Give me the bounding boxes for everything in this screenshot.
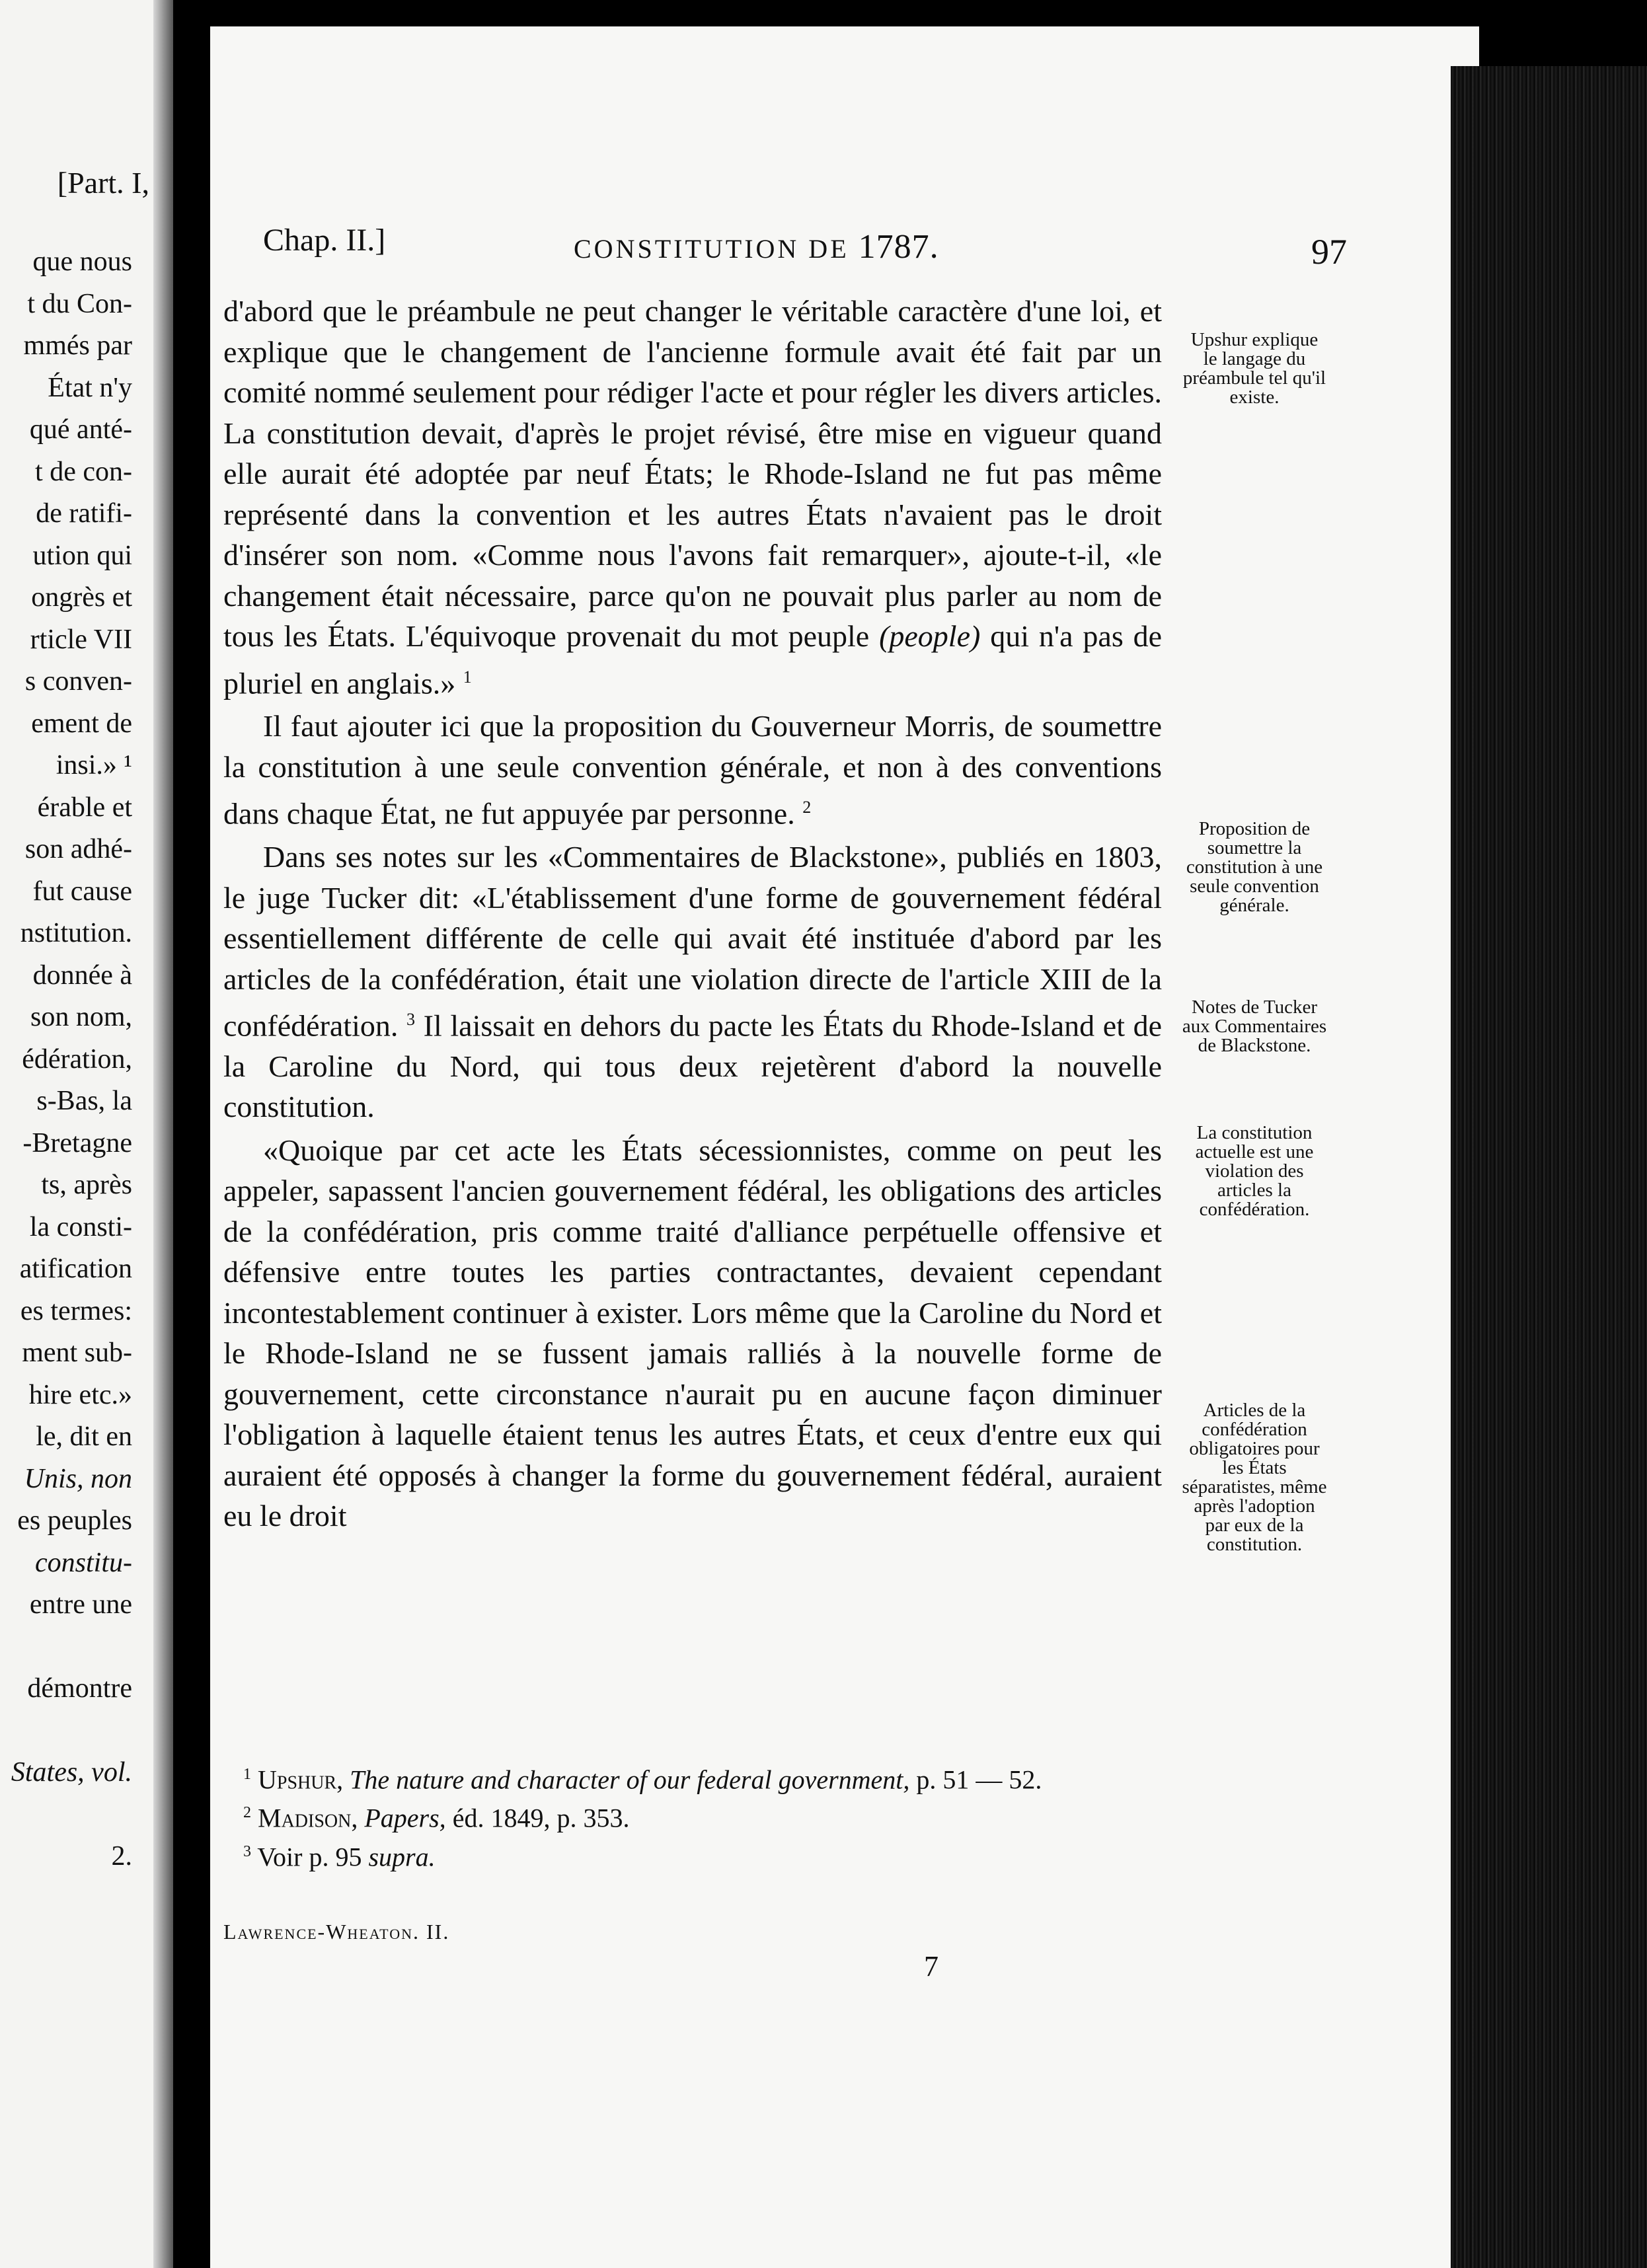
- paragraph-2: [223, 706, 1162, 834]
- left-page-line: fut cause: [32, 876, 132, 907]
- left-page-line: States, vol.: [11, 1757, 132, 1788]
- sidenote-upshur: Upshur explique le langage du préambule tel qu'il existe.: [1182, 329, 1326, 408]
- footnote-2-number: 2: [243, 1804, 251, 1822]
- footnote-1-author: Upshur,: [258, 1764, 344, 1795]
- footnote-2-title: Papers,: [364, 1803, 446, 1833]
- left-page-line: le, dit en: [36, 1421, 132, 1452]
- left-page-line: ts, après: [41, 1170, 132, 1200]
- footnote-2-rest: éd. 1849, p. 353.: [452, 1803, 630, 1833]
- footnote-1-number: 1: [243, 1766, 251, 1783]
- paragraph-3-text: Dans ses notes sur les «Commentaires de Blackstone», publiés en 1803, le juge Tucker dit: «L'établissement d'une forme de gouvernement fédéral essentiellement différente de celle qui avait été instituée d'abord par les articles de la confédération, était une violation directe de l'article XIII de la confédération.: [223, 840, 1162, 1043]
- footnote-ref-1: 1: [463, 667, 472, 687]
- left-page-line: de ratifi-: [36, 498, 132, 529]
- paragraph-1-italic: (people): [879, 619, 981, 653]
- footnote-3-number: 3: [243, 1842, 251, 1860]
- left-page-line: démontre: [27, 1673, 132, 1704]
- left-page-line: qué anté-: [29, 414, 132, 445]
- left-page-line: ement de: [31, 708, 132, 739]
- footnote-3-text: Voir p. 95: [257, 1841, 362, 1871]
- sidenote-proposition: Proposition de soumettre la constitution à une seule convention générale.: [1186, 818, 1323, 916]
- left-page-line: Unis, non: [24, 1463, 132, 1494]
- left-page-line: son nom,: [30, 1002, 132, 1032]
- paragraph-1-text: d'abord que le préambule ne peut changer le véritable caractère d'une loi, et explique que le changement de l'ancienne formule avait été fait par un comité nommé seulement pour rédiger l'acte et pour régler les divers articles. La constitution devait, d'après le projet révisé, être mise en vigueur quand elle aurait été adoptée par neuf États; le Rhode-Island ne fut pas même représenté dans la convention et les autres États n'avaient pas le droit d'insérer son nom. «Comme nous l'avons fait remarquer», ajoute-t-il, «le changement était nécessaire, parce qu'on ne pouvait plus parler au nom de tous les États. L'équivoque provenait du mot peuple: [223, 294, 1162, 653]
- footnote-1-pages: p. 51 — 52.: [916, 1764, 1042, 1795]
- left-page-line: entre une: [29, 1589, 132, 1620]
- left-page-line: donnée à: [32, 960, 132, 991]
- paragraph-3: [223, 837, 1162, 1127]
- chapter-label: Chap. II.]: [263, 223, 386, 258]
- sidenote-violation: La constitution actuelle est une violation des articles la confédération.: [1195, 1122, 1314, 1220]
- left-page-line: ution qui: [32, 540, 132, 571]
- footnote-3: [223, 1835, 1162, 1873]
- left-page-line: érable et: [37, 792, 132, 823]
- left-page-line: es termes:: [20, 1295, 132, 1326]
- left-page-line: que nous: [32, 246, 132, 277]
- left-page-line: s conven-: [24, 666, 132, 697]
- left-page-line: insi.» ¹: [56, 750, 132, 780]
- footnotes: [223, 1758, 1162, 1873]
- left-page-line: t de con-: [35, 456, 132, 487]
- left-page-line: atification: [19, 1254, 132, 1284]
- left-page-line: la consti-: [29, 1211, 132, 1242]
- sheet-number: 7: [924, 1950, 938, 1983]
- left-page-line: 2.: [111, 1841, 132, 1871]
- left-page-line: mmés par: [23, 330, 132, 361]
- left-page-line: ment sub-: [22, 1338, 132, 1368]
- left-page-line: son adhé-: [24, 834, 132, 864]
- footnote-1-title: The nature and character of our federal government,: [350, 1764, 910, 1795]
- paragraph-1-end: qui n'a pas de pluriel en anglais.»: [223, 619, 1163, 700]
- left-page-line: rticle VII: [30, 624, 132, 655]
- paragraph-3-end: Il laissait en dehors du pacte les États du Rhode-Island et de la Caroline du Nord, qui tous deux rejetèrent d'abord la nouvelle constitution.: [223, 1008, 1163, 1124]
- left-page-line: constitu-: [35, 1547, 132, 1578]
- running-title: [574, 227, 939, 266]
- page-edge: [1451, 66, 1647, 2268]
- gutter: [153, 0, 173, 2268]
- footnote-ref-2: 2: [802, 798, 812, 817]
- main-page: [210, 26, 1479, 2268]
- sidenote-articles: Articles de la confédération obligatoires pour les États séparatistes, même après l'adoption par eux de la constitution.: [1182, 1400, 1327, 1555]
- left-page-line: es peuples: [17, 1505, 132, 1536]
- left-page-header: [Part. I,: [57, 166, 149, 200]
- paragraph-4-text: «Quoique par cet acte les États sécessionnistes, comme on peut les appeler, sapassent l'ancien gouvernement fédéral, les obligations des articles de la confédération, pris comme traité d'alliance perpétuelle offensive et défensive entre toutes les parties contractantes, devaient cependant incontestablement continuer à exister. Lors même que la Caroline du Nord et le Rhode-Island ne se fussent jamais ralliés à la nouvelle forme de gouvernement, cette circonstance n'aurait pu en aucune façon diminuer l'obligation à laquelle étaient tenus les autres États, et ceux d'entre eux qui auraient été opposés à changer la forme du gouvernement fédéral, auraient eu le droit: [223, 1133, 1162, 1533]
- left-page-line: s-Bas, la: [36, 1086, 132, 1116]
- left-page-line: ongrès et: [31, 582, 132, 613]
- paragraph-4: [223, 1130, 1162, 1536]
- paragraph-2-text: Il faut ajouter ici que la proposition du Gouverneur Morris, de soumettre la constitution à une seule convention générale, et non à des conventions dans chaque État, ne fut appuyée par personne.: [223, 709, 1162, 831]
- footnote-3-italic: supra.: [368, 1841, 436, 1871]
- left-page-line: État n'y: [48, 372, 132, 403]
- running-header: [263, 211, 1347, 272]
- left-page-line: -Bretagne: [22, 1127, 132, 1158]
- running-title-year: 1787.: [858, 228, 939, 266]
- footnote-2: [223, 1796, 1162, 1834]
- footnote-ref-3: 3: [406, 1010, 416, 1030]
- printer-signature: Lawrence-Wheaton. II.: [223, 1920, 450, 1944]
- left-page-line: t du Con-: [27, 288, 132, 319]
- running-title-text: CONSTITUTION DE: [574, 234, 849, 264]
- left-page-line: nstitution.: [20, 918, 132, 948]
- footnote-2-author: Madison,: [258, 1803, 358, 1833]
- footnote-1: [223, 1758, 1162, 1796]
- page-number: 97: [1311, 232, 1347, 272]
- left-page-line: édération,: [22, 1043, 132, 1075]
- sidenote-tucker: Notes de Tucker aux Commentaires de Blackstone.: [1182, 997, 1327, 1056]
- left-page: [0, 0, 173, 2268]
- left-page-line: hire etc.»: [28, 1379, 132, 1410]
- paragraph-1: [223, 291, 1162, 703]
- body-text: [223, 291, 1162, 1536]
